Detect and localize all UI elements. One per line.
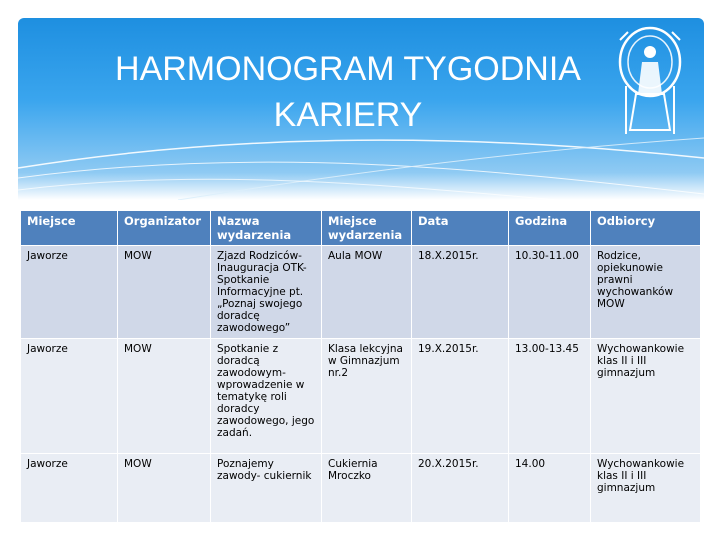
column-header-miejsce: Miejsce [21,211,118,246]
column-header-miejsce-wydarzenia: Miejsce wydarzenia [322,211,412,246]
table-header-row [21,211,701,246]
cell-godzina: 10.30-11.00 [509,246,591,339]
cell-miejsce-wydarzenia: Klasa lekcyjna w Gimnazjum nr.2 [322,339,412,454]
cell-nazwa-wydarzenia: Zjazd Rodziców- Inauguracja OTK- Spotkanie Informacyjne pt. „Poznaj swojego doradcę zawodowego” [211,246,322,339]
cell-miejsce: Jaworze [21,339,118,454]
cell-organizator: MOW [118,339,211,454]
column-header-godzina: Godzina [509,211,591,246]
title-line-2: KARIERY [273,96,423,134]
title-line-1: HARMONOGRAM TYGODNIA [115,50,581,88]
table-row [21,454,701,523]
cell-odbiorcy: Wychowankowie klas II i III gimnazjum [591,454,701,523]
cell-miejsce: Jaworze [21,454,118,523]
table-row [21,246,701,339]
cell-data: 20.X.2015r. [412,454,509,523]
cell-miejsce-wydarzenia: Aula MOW [322,246,412,339]
cell-odbiorcy: Wychowankowie klas II i III gimnazjum [591,339,701,454]
column-header-nazwa-wydarzenia: Nazwa wydarzenia [211,211,322,246]
cell-nazwa-wydarzenia: Poznajemy zawody- cukiernik [211,454,322,523]
cell-miejsce: Jaworze [21,246,118,339]
page-title [88,46,608,138]
cell-godzina: 13.00-13.45 [509,339,591,454]
cell-organizator: MOW [118,246,211,339]
title-banner [18,18,704,200]
cell-data: 19.X.2015r. [412,339,509,454]
cell-miejsce-wydarzenia: Cukiernia Mroczko [322,454,412,523]
schedule-table [20,210,701,523]
cell-nazwa-wydarzenia: Spotkanie z doradcą zawodowym- wprowadzenie w tematykę roli doradcy zawodowego, jego zadań. [211,339,322,454]
column-header-organizator: Organizator [118,211,211,246]
cell-organizator: MOW [118,454,211,523]
table-row [21,339,701,454]
column-header-odbiorcy: Odbiorcy [591,211,701,246]
cell-godzina: 14.00 [509,454,591,523]
column-header-data: Data [412,211,509,246]
cell-odbiorcy: Rodzice, opiekunowie prawni wychowanków MOW [591,246,701,339]
cell-data: 18.X.2015r. [412,246,509,339]
crest-logo-icon [606,22,694,140]
